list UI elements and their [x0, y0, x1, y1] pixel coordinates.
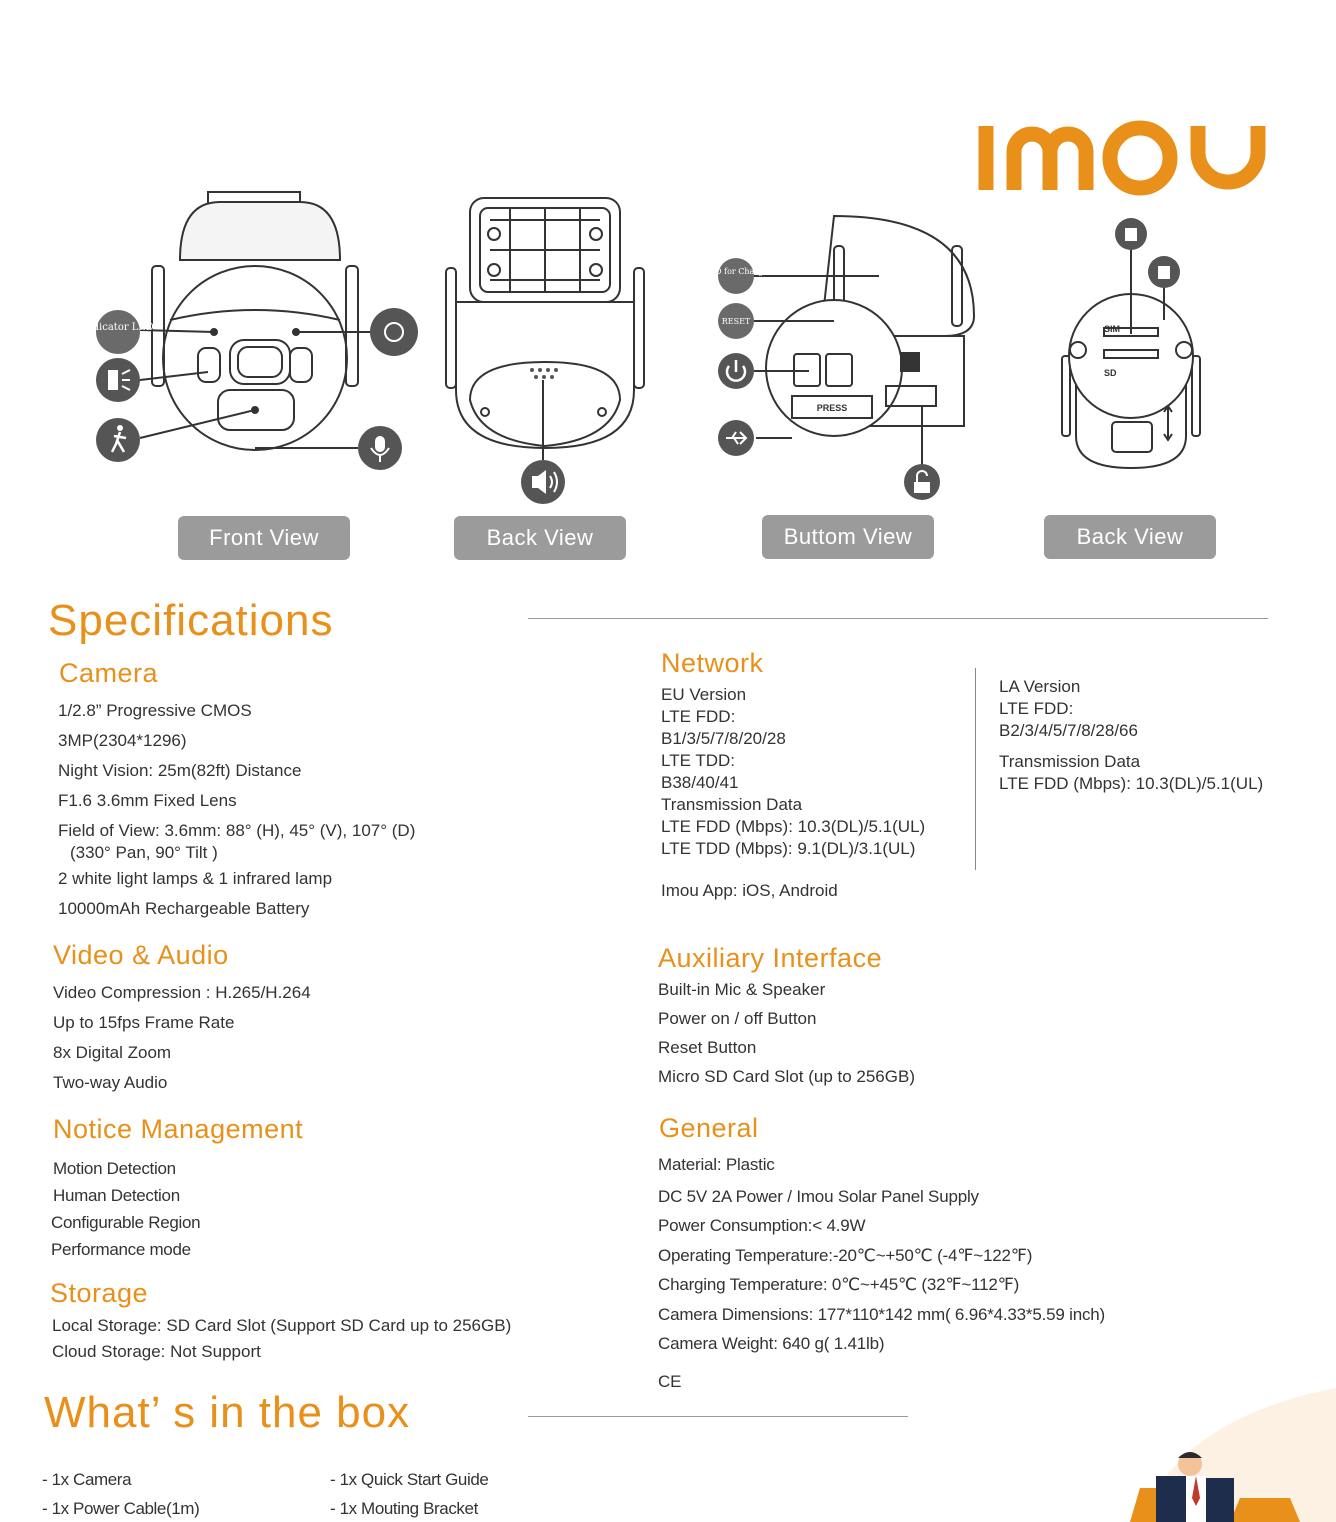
bottom-view-label: Buttom View — [762, 515, 934, 559]
notice-management-heading: Notice Management — [53, 1114, 304, 1144]
spec-line: B2/3/4/5/7/8/28/66 — [999, 721, 1138, 740]
general-heading: General — [659, 1113, 759, 1143]
box-item: - 1x Mouting Bracket — [330, 1499, 478, 1518]
spec-line: DC 5V 2A Power / Imou Solar Panel Supply — [658, 1186, 979, 1206]
spec-line: Field of View: 3.6mm: 88° (H), 45° (V), 107° (D) — [58, 821, 416, 840]
spec-line: LTE FDD: — [999, 699, 1074, 718]
spec-line: Motion Detection — [53, 1159, 176, 1178]
network-la-transmission — [999, 751, 1263, 795]
spec-line: Up to 15fps Frame Rate — [53, 1013, 235, 1032]
spec-line: EU Version — [661, 685, 747, 704]
network-la-specs — [999, 676, 1138, 742]
spec-line: Transmission Data — [999, 752, 1141, 771]
spec-line: B38/40/41 — [661, 773, 739, 792]
spec-line: Two-way Audio — [53, 1073, 168, 1092]
spec-line: Camera Dimensions: 177*110*142 mm( 6.96*4.33*5.59 inch) — [658, 1304, 1105, 1324]
spec-line: 2 white light lamps & 1 infrared lamp — [58, 869, 333, 888]
back-view-diagram — [440, 190, 650, 510]
led-charge-callout — [718, 258, 754, 294]
sim-label: SIM — [1104, 324, 1121, 334]
spec-line: CE — [658, 1371, 682, 1391]
spec-line: Local Storage: SD Card Slot (Support SD Card up to 256GB) — [52, 1316, 512, 1335]
spec-line: Performance mode — [51, 1240, 191, 1259]
camera-heading: Camera — [59, 658, 159, 688]
spec-line: Material: Plastic — [658, 1155, 775, 1174]
led-charge-label: LED for Charge — [704, 267, 768, 276]
box-divider — [528, 1416, 908, 1417]
spec-line: Human Detection — [53, 1186, 180, 1205]
spec-line: Configurable Region — [51, 1213, 201, 1232]
spec-line: 10000mAh Rechargeable Battery — [58, 899, 310, 918]
sun-moon-icon — [370, 308, 418, 356]
network-heading: Network — [661, 648, 764, 678]
bottom-view-diagram — [704, 206, 974, 504]
specifications-title: Specifications — [48, 596, 334, 645]
indicator-led-label: Indicator LED — [82, 322, 154, 333]
spec-line: Transmission Data — [661, 795, 803, 814]
spec-line: Built-in Mic & Speaker — [658, 980, 826, 999]
specs-divider — [528, 618, 1268, 619]
spec-line: 8x Digital Zoom — [53, 1043, 172, 1062]
network-divider — [975, 668, 976, 870]
imou-app-line: Imou App: iOS, Android — [661, 881, 838, 900]
spec-line: Camera Weight: 640 g( 1.41lb) — [658, 1334, 885, 1353]
spec-line: B1/3/5/7/8/20/28 — [661, 729, 786, 748]
spec-line: Video Compression : H.265/H.264 — [53, 983, 311, 1002]
spec-line: LTE FDD (Mbps): 10.3(DL)/5.1(UL) — [661, 817, 926, 836]
spec-line: Cloud Storage: Not Support — [52, 1342, 261, 1361]
spec-line: Reset Button — [658, 1038, 757, 1057]
spec-line: LTE TDD (Mbps): 9.1(DL)/3.1(UL) — [661, 839, 916, 858]
spec-line: Night Vision: 25m(82ft) Distance — [58, 761, 302, 780]
storage-heading: Storage — [50, 1278, 149, 1308]
auxiliary-heading: Auxiliary Interface — [658, 943, 883, 973]
front-view-diagram — [82, 190, 420, 490]
spec-line: LA Version — [999, 677, 1081, 696]
spec-line: 1/2.8” Progressive CMOS — [58, 701, 252, 720]
video-audio-heading: Video & Audio — [53, 940, 229, 970]
box-item: - 1x Quick Start Guide — [330, 1470, 489, 1489]
spec-line: LTE FDD: — [661, 707, 736, 726]
back-view-label-1: Back View — [454, 516, 626, 560]
spec-line: Charging Temperature: 0℃~+45℃ (32℉~112℉) — [658, 1275, 1020, 1294]
camera-specs — [58, 696, 415, 924]
video-audio-specs — [53, 978, 311, 1098]
businessman-illustration — [1100, 1388, 1336, 1522]
spec-line: LTE TDD: — [661, 751, 735, 770]
spec-line: 3MP(2304*1296) — [58, 731, 187, 750]
back-view-2-diagram — [1056, 216, 1206, 478]
storage-specs — [52, 1313, 511, 1365]
box-item: - 1x Power Cable(1m) — [42, 1499, 200, 1518]
imou-logo — [976, 112, 1270, 196]
auxiliary-specs — [658, 975, 915, 1091]
whats-in-box-title: What’ s in the box — [44, 1388, 411, 1437]
general-specs — [658, 1150, 1105, 1396]
notice-specs — [53, 1155, 200, 1263]
spec-line: Operating Temperature:-20℃~+50℃ (-4℉~122℉) — [658, 1245, 1033, 1265]
spec-line: F1.6 3.6mm Fixed Lens — [58, 791, 237, 810]
spec-line: (330° Pan, 90° Tilt ) — [70, 843, 218, 862]
back-view-label-2: Back View — [1044, 515, 1216, 559]
spec-line: LTE FDD (Mbps): 10.3(DL)/5.1(UL) — [999, 774, 1264, 793]
spec-line: Power on / off Button — [658, 1009, 817, 1028]
front-view-label: Front View — [178, 516, 350, 560]
box-item: - 1x Camera — [42, 1470, 132, 1489]
spec-line: Power Consumption:< 4.9W — [658, 1216, 866, 1235]
spec-line: Micro SD Card Slot (up to 256GB) — [658, 1067, 915, 1086]
press-label: PRESS — [816, 403, 848, 413]
network-eu-specs — [661, 684, 925, 860]
reset-label: RESET — [721, 317, 751, 326]
sd-label: SD — [1104, 368, 1117, 378]
